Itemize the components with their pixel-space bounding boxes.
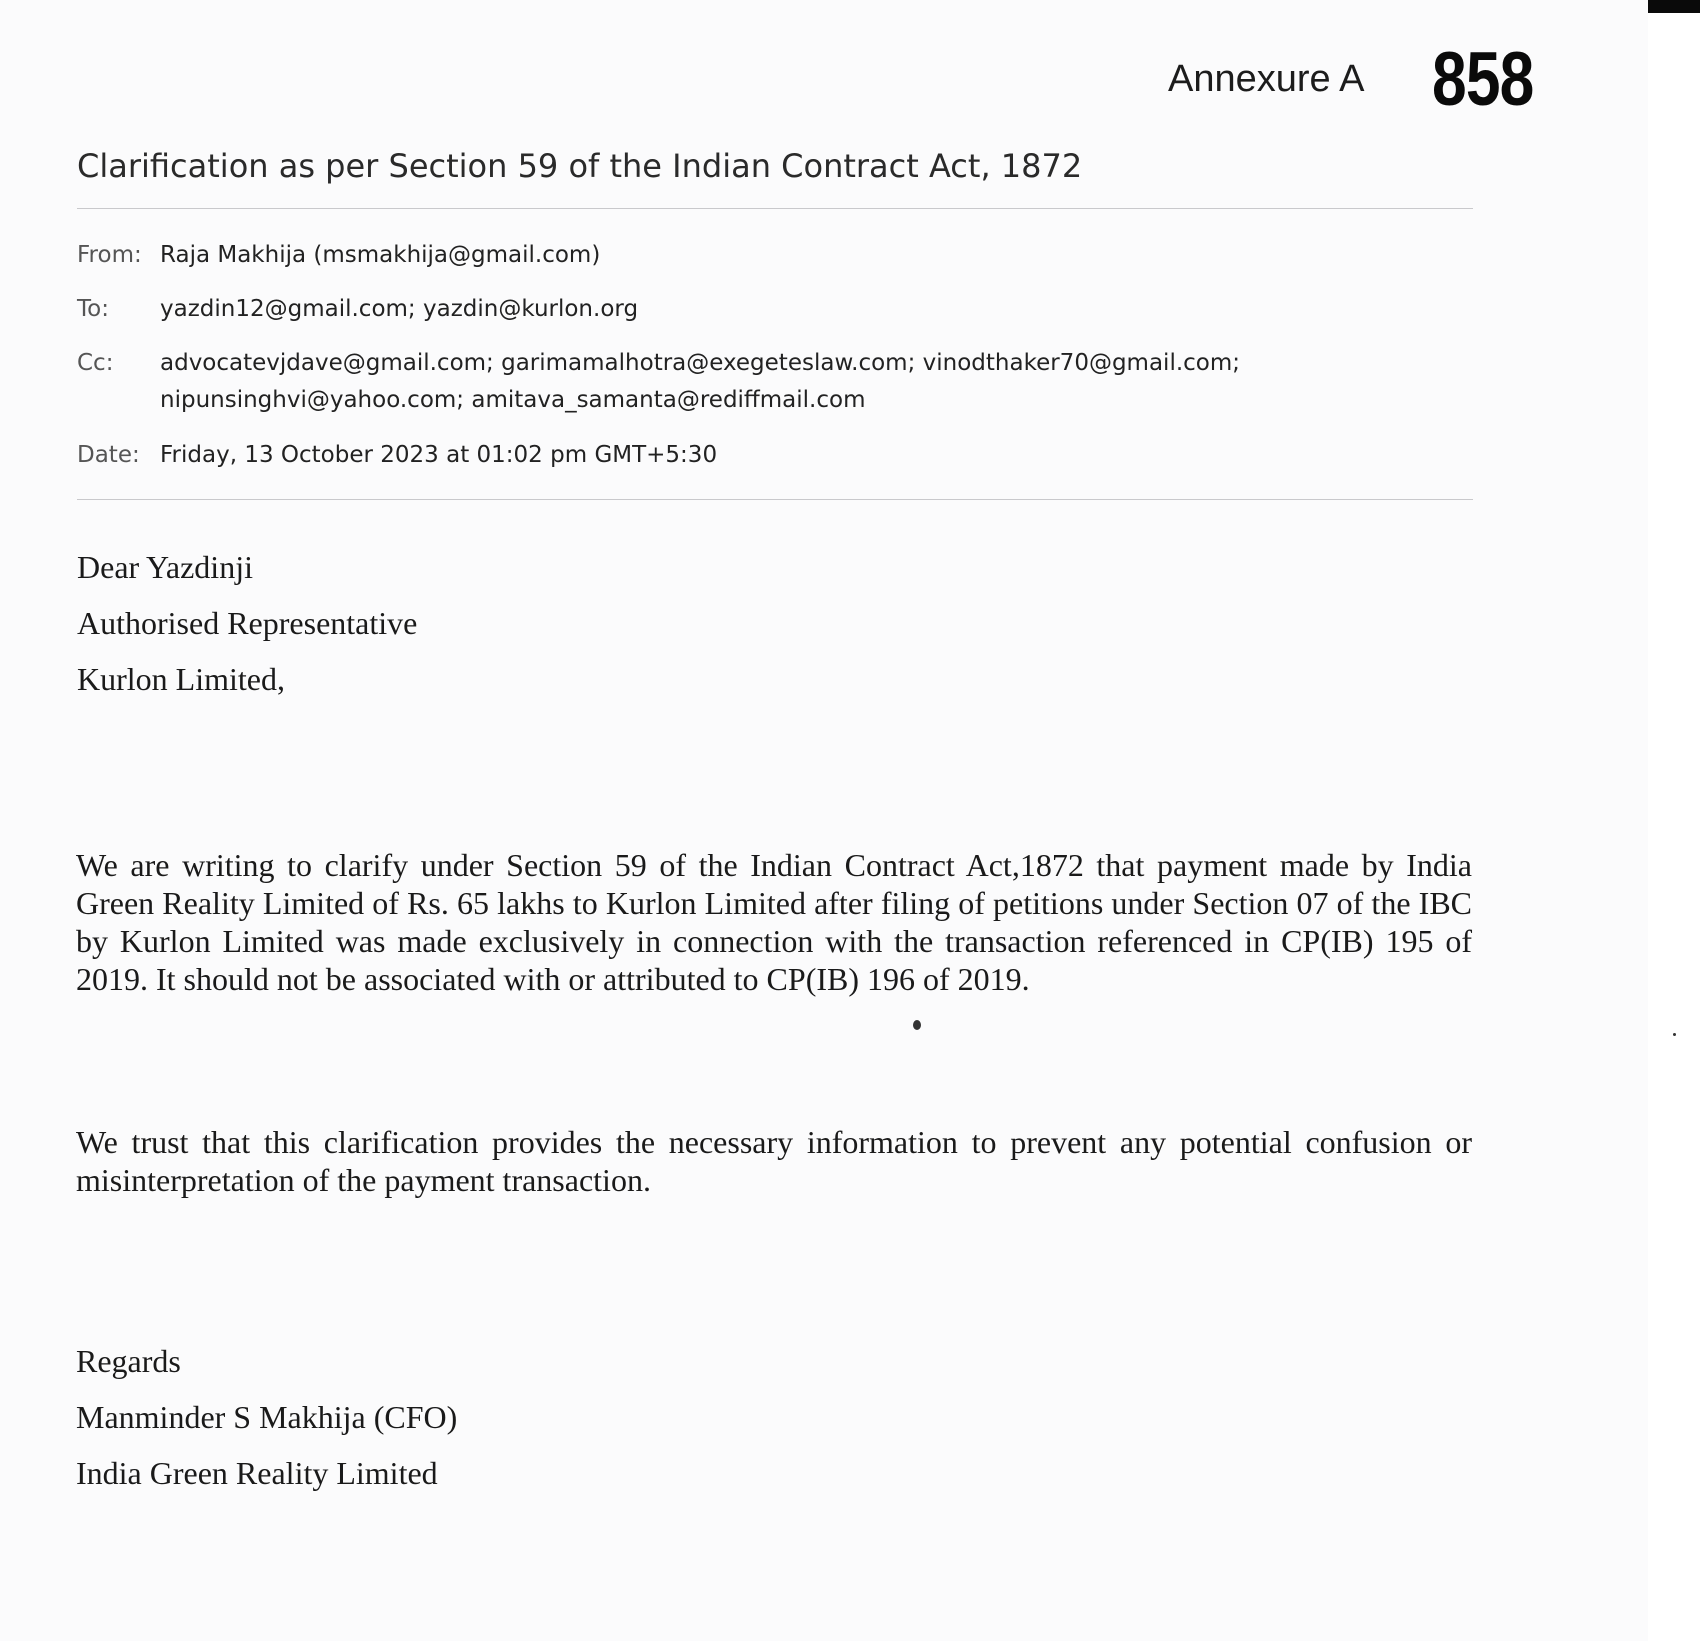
scan-speck <box>1673 1033 1676 1036</box>
signatory-company: India Green Reality Limited <box>76 1455 438 1491</box>
from-value: Raja Makhija (msmakhija@gmail.com) <box>160 242 601 268</box>
email-subject: Clarification as per Section 59 of the Indian Contract Act, 1872 <box>77 147 1083 185</box>
date-label: Date: <box>77 442 140 468</box>
header-divider-bottom <box>77 499 1473 500</box>
body-paragraph-1: We are writing to clarify under Section 59 of the Indian Contract Act,1872 that payment made by India Green Reality Limited of Rs. 65 lakhs to Kurlon Limited after filing of petitions under Section 07 of the IBC by Kurlon Limited was made exclusively in connection with the transaction referenced in CP(IB) 195 of 2019. It should not be associated with or attributed to CP(IB) 196 of 2019. <box>76 847 1472 997</box>
header-divider-top <box>77 208 1473 209</box>
scan-edge-mark <box>1648 0 1700 13</box>
addressee-company: Kurlon Limited, <box>77 661 285 697</box>
cc-value-line1: advocatevjdave@gmail.com; garimamalhotra@exegeteslaw.com; vinodthaker70@gmail.com; <box>160 350 1241 376</box>
salutation: Dear Yazdinji <box>77 549 253 585</box>
body-paragraph-2: We trust that this clarification provides the necessary information to prevent any potential confusion or misinterpretation of the payment transaction. <box>76 1124 1472 1198</box>
addressee-title: Authorised Representative <box>77 605 418 641</box>
signatory-name: Manminder S Makhija (CFO) <box>76 1399 458 1435</box>
page-number-stamp: 858 <box>1432 37 1534 122</box>
annexure-label: Annexure A <box>1168 58 1365 100</box>
cc-value-line2: nipunsinghvi@yahoo.com; amitava_samanta@rediffmail.com <box>160 387 866 413</box>
to-value: yazdin12@gmail.com; yazdin@kurlon.org <box>160 296 639 322</box>
cc-label: Cc: <box>77 350 114 376</box>
scan-margin <box>1648 0 1700 1641</box>
from-label: From: <box>77 242 142 268</box>
to-label: To: <box>77 296 109 322</box>
scan-speck <box>913 1020 921 1030</box>
closing: Regards <box>76 1343 181 1379</box>
date-value: Friday, 13 October 2023 at 01:02 pm GMT+5:30 <box>160 442 718 468</box>
